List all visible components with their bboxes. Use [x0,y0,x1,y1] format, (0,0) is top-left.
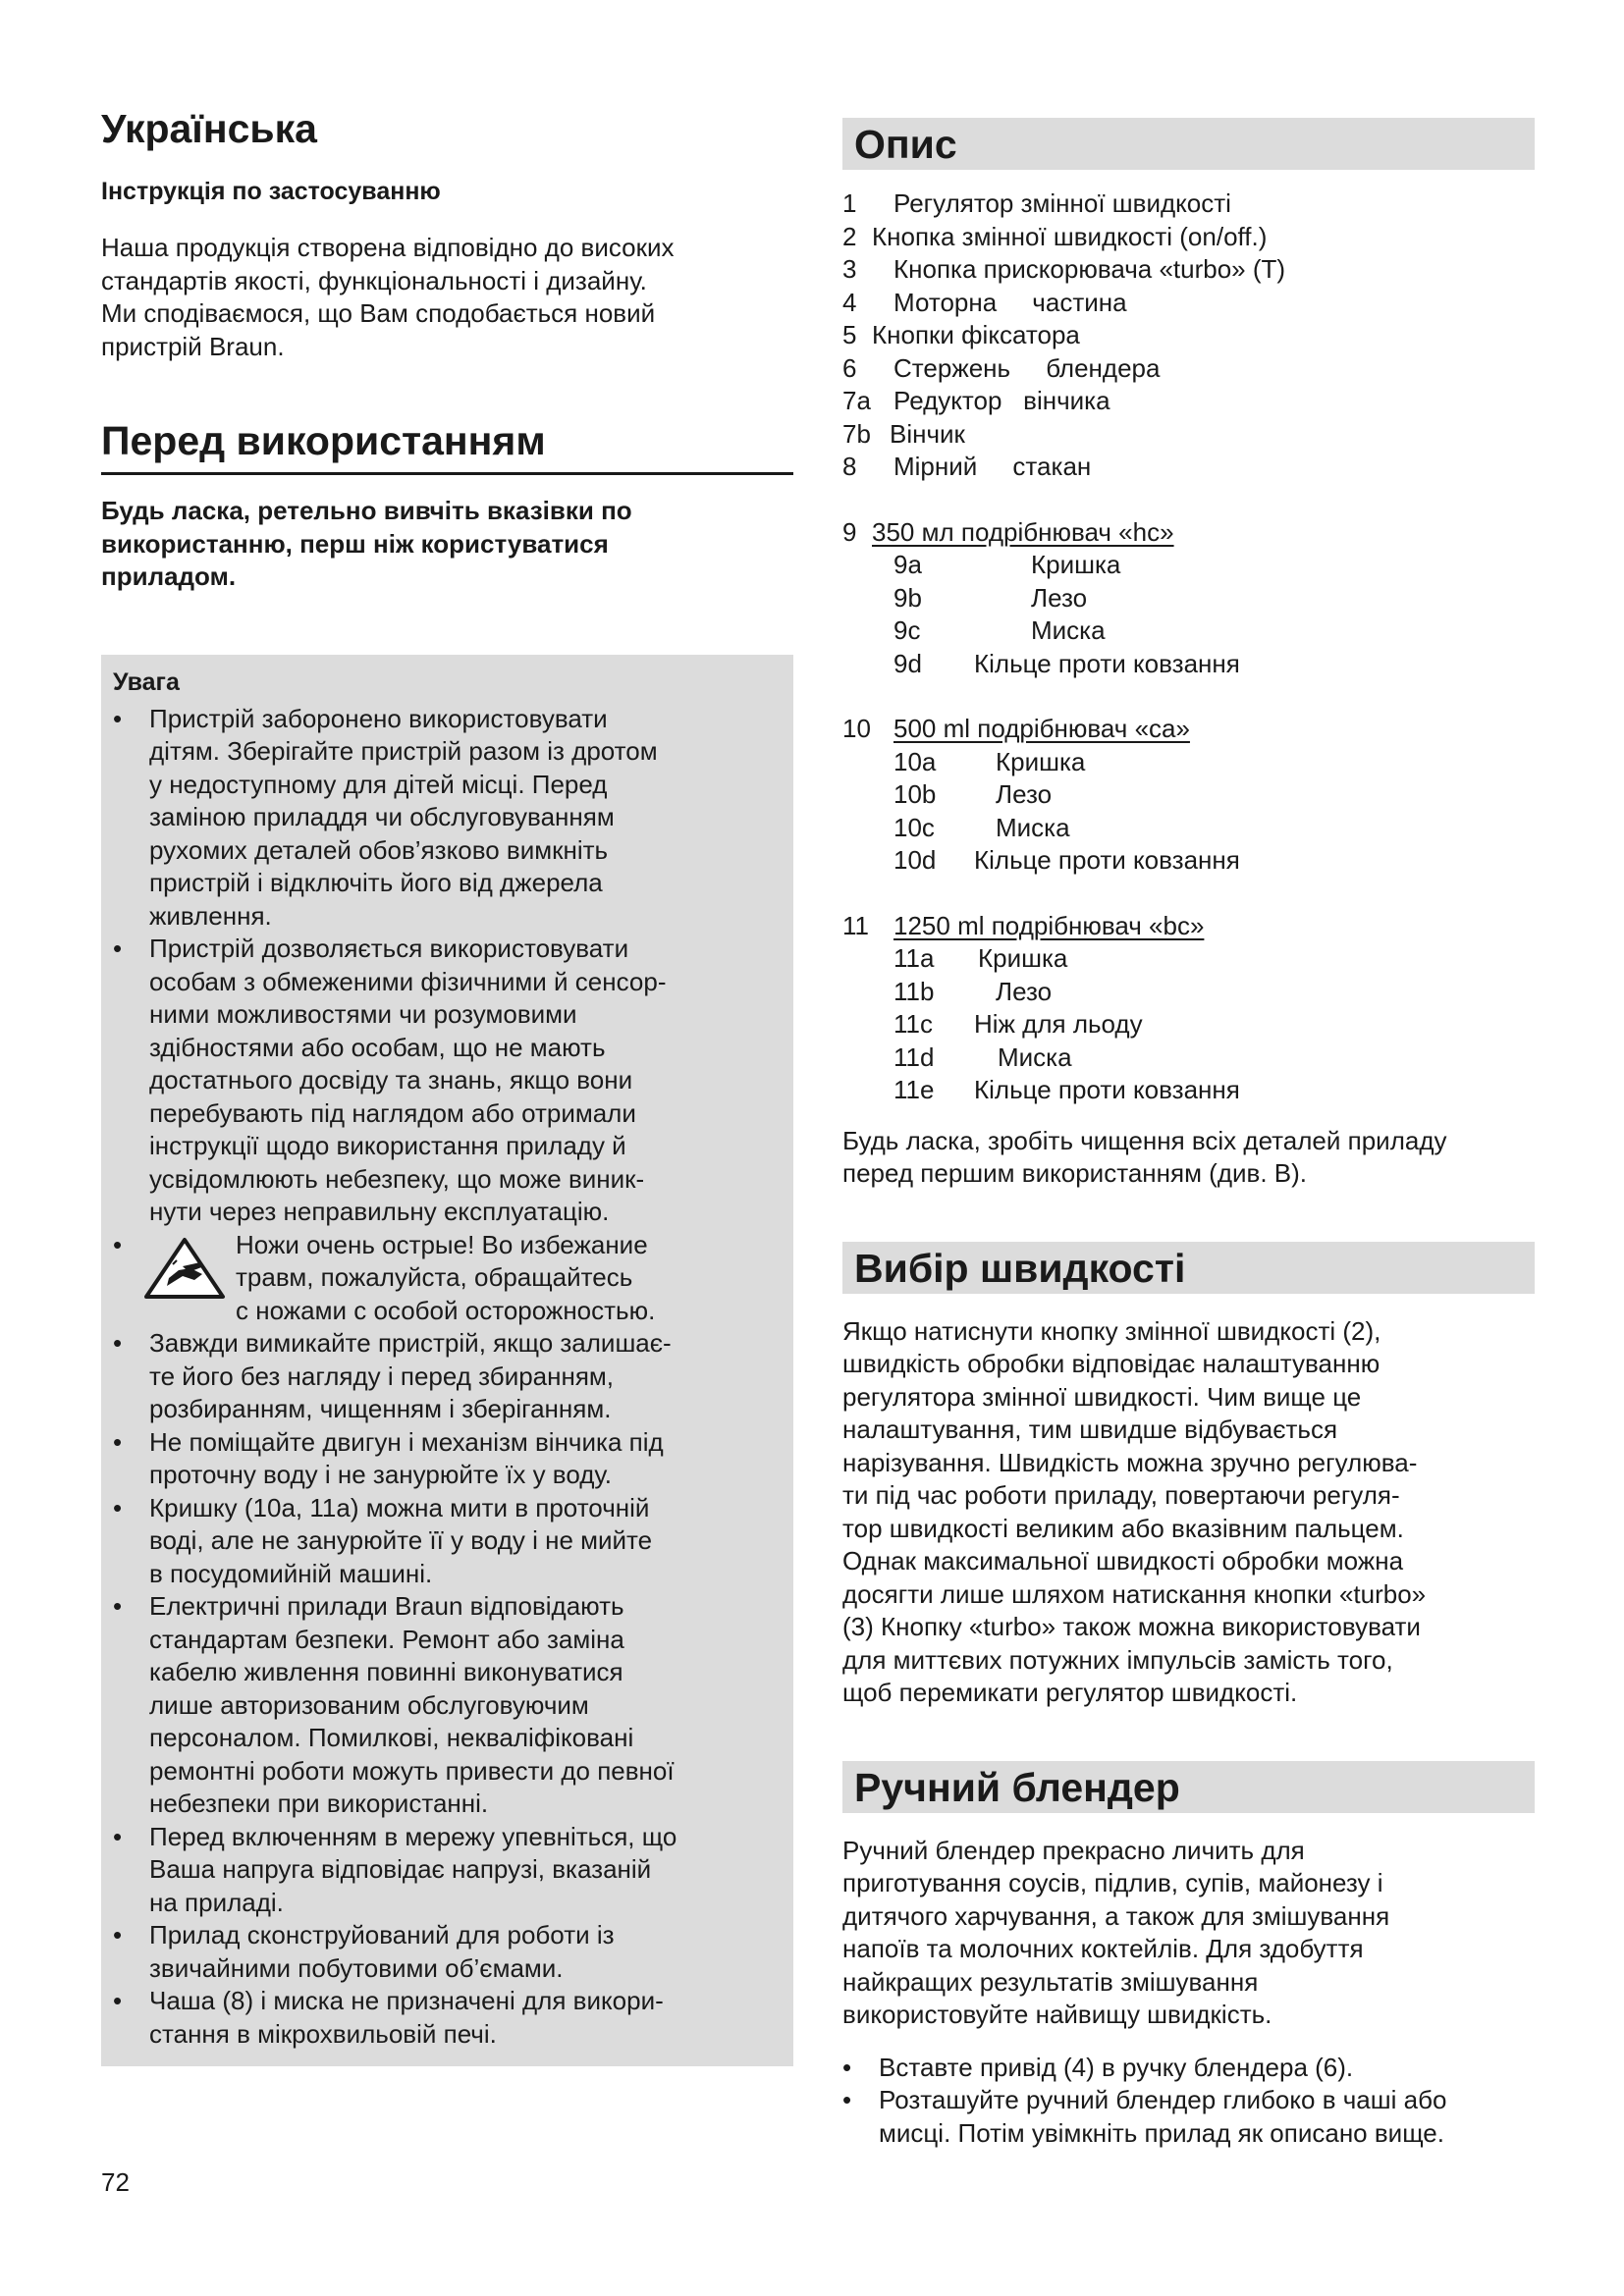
intro-paragraph [101,232,793,363]
part-item [842,287,1535,320]
warning-line: Кришку (10a, 11a) можна мити в проточній [149,1492,650,1522]
warning-line: проточну воду і не занурюйте їх у воду. [149,1460,613,1490]
warning-line: Чаша (8) і миска не призначені для викори- [149,1986,664,2016]
warning-line: здібностями або особам, що не мають [149,1032,606,1062]
part-item [842,451,1535,484]
description-heading: Опис [842,118,1535,170]
subpart-item [842,1008,1535,1041]
bullet: • [842,2052,852,2082]
knife-warning-item [113,1229,780,1328]
bullet: • [113,1920,123,1950]
speed-line: Однак максимальної швидкості обробки можна [842,1546,1404,1576]
knife-warning-line: с ножами с особой осторожностью. [236,1295,656,1325]
part-label: Вінчик [890,418,965,449]
knife-warning-line: Ножи очень острые! Во избежание [236,1229,648,1259]
chopper-group-heading [842,516,1535,550]
part-label: Кнопка змінної швидкості (on/off.) [872,221,1268,251]
subpart-label: Кільце проти ковзання [974,845,1240,876]
warning-line: у недоступному для дітей місці. Перед [149,769,608,799]
warning-line: живлення. [149,900,272,931]
warning-line: в посудомийній машині. [149,1558,433,1588]
blender-line: найкращих результатів змішування [842,1966,1259,1997]
bullet: • [842,2085,852,2115]
subpart-number: 10b [893,779,937,810]
before-use-heading: Перед використанням [101,418,793,475]
step-line: Розташуйте ручний блендер глибоко в чаші або [879,2085,1447,2115]
cleaning-note-line: Будь ласка, зробіть чищення всіх деталей приладу [842,1125,1447,1155]
part-label: Стержень блендера [893,352,1161,383]
warning-line: ними можливостями чи розумовими [149,999,577,1030]
subpart-label: Ніж для льоду [974,1009,1143,1040]
subpart-number: 9a [893,550,922,580]
bullet: • [113,703,123,733]
subpart-label: Кільце проти ковзання [974,648,1240,678]
subpart-item [842,976,1535,1009]
part-item [842,319,1535,352]
group-title: 1250 ml подрібнювач «bc» [893,910,1205,940]
part-number: 11 [842,910,869,940]
warning-line: Не поміщайте двигун і механізм вінчика під [149,1426,664,1457]
speed-line: ти під час роботи приладу, повертаючи регуля- [842,1480,1400,1511]
blender-line: використовуйте найвищу швидкість. [842,2000,1272,2030]
speed-selection-heading: Вибір швидкості [842,1242,1535,1294]
right-column [842,118,1535,2150]
warning-line: усвідомлюють небезпеку, що може виник- [149,1163,645,1194]
instructions-subtitle: Інструкція по застосуванню [101,178,441,206]
part-number: 1 [842,188,857,219]
group-title: 500 ml подрібнювач «ca» [893,714,1190,744]
subpart-label: Кришка [978,943,1068,974]
warning-line: особам з обмеженими фізичними й сенсор- [149,966,667,996]
subpart-label: Миска [998,1041,1072,1072]
subpart-label: Миска [996,812,1070,842]
before-use-line: приладом. [101,561,237,592]
subpart-item [842,582,1535,615]
bullet: • [113,1986,123,2016]
speed-line: налаштування, тим швидше відбувається [842,1415,1338,1445]
part-item [842,352,1535,386]
chopper-group-heading [842,713,1535,746]
warning-line: розбиранням, чищенням і зберіганням. [149,1394,612,1424]
part-item [842,253,1535,287]
before-use-text [101,495,793,594]
part-label: Мірний стакан [893,452,1092,482]
subpart-label: Лезо [996,779,1053,810]
subpart-number: 10d [893,845,937,876]
part-number: 8 [842,452,857,482]
bullet: • [113,1492,123,1522]
page-number: 72 [101,2167,130,2197]
blender-line: напоїв та молочних коктейлів. Для здобуття [842,1934,1364,1964]
warning-line: Пристрій дозволяється використовувати [149,934,629,964]
warning-line: Перед включенням в мережу упевніться, що [149,1821,677,1851]
part-number: 7a [842,386,871,416]
hand-blender-heading: Ручний блендер [842,1761,1535,1813]
warning-line: стандартам безпеки. Ремонт або заміна [149,1624,624,1654]
warning-line: те його без нагляду і перед збиранням, [149,1361,615,1391]
part-number: 4 [842,287,857,317]
warning-line: стання в мікрохвильовій печі. [149,2018,497,2049]
warning-item [113,703,780,934]
part-number: 7b [842,418,871,449]
intro-line: пристрій Braun. [101,331,285,361]
step-item [842,2052,1535,2085]
subpart-item [842,778,1535,812]
step-item [842,2084,1535,2150]
subpart-number: 11e [893,1075,935,1105]
subpart-number: 10a [893,746,937,776]
warning-line: Електричні прилади Braun відповідають [149,1591,624,1622]
bullet: • [113,1821,123,1851]
warning-line: кабелю живлення повинні виконуватися [149,1657,623,1687]
speed-line: регулятора змінної швидкості. Чим вище це [842,1381,1362,1412]
subpart-item [842,844,1535,878]
warning-line: на приладі. [149,1887,284,1917]
warning-item [113,1919,780,1985]
part-number: 6 [842,352,857,383]
subpart-number: 11a [893,943,935,974]
subpart-label: Кільце проти ковзання [974,1075,1240,1105]
part-label: Редуктор вінчика [893,386,1110,416]
warning-line: перебувають під наглядом або отримали [149,1097,636,1128]
subpart-item [842,746,1535,779]
subpart-label: Кришка [1031,550,1121,580]
warning-line: рухомих деталей обов’язково вимкніть [149,834,609,865]
part-label: Моторна частина [893,287,1127,317]
warning-line: інструкції щодо використання приладу й [149,1131,626,1161]
part-number: 2 [842,221,857,251]
subpart-item [842,1041,1535,1075]
bullet: • [113,1328,123,1359]
left-column [101,106,793,2066]
blender-line: Ручний блендер прекрасно личить для [842,1835,1305,1865]
warning-line: нути через неправильну експлуатацію. [149,1197,610,1227]
warning-item [113,1821,780,1920]
subpart-item [842,942,1535,976]
warning-box [101,655,793,2067]
knife-warning-line: травм, пожалуйста, обращайтесь [236,1262,633,1293]
subpart-label: Кришка [996,746,1086,776]
hand-blender-steps [842,2052,1535,2151]
speed-line: швидкість обробки відповідає налаштуванню [842,1349,1380,1379]
group-title: 350 мл подрібнювач «hc» [872,516,1174,547]
bullet: • [113,934,123,964]
warning-line: достатнього досвіду та знань, якщо вони [149,1065,633,1095]
warning-line: лише авторизованим обслуговуючим [149,1689,589,1720]
warning-line: Прилад сконструйований для роботи із [149,1920,615,1950]
speed-line: нарізування. Швидкість можна зручно регулюва- [842,1447,1418,1477]
language-title: Українська [101,106,317,151]
warning-line: Завжди вимикайте пристрій, якщо залишає- [149,1328,672,1359]
part-item [842,418,1535,452]
warning-line: ремонтні роботи можуть привести до певної [149,1755,675,1786]
warning-line: Пристрій заборонено використовувати [149,703,608,733]
blender-line: дитячого харчування, а також для змішування [842,1900,1390,1931]
part-label: Регулятор змінної швидкості [893,188,1231,219]
warning-item [113,1327,780,1426]
intro-line: Ми сподіваємося, що Вам сподобається новий [101,298,656,329]
cleaning-note [842,1125,1535,1191]
intro-line: Наша продукція створена відповідно до високих [101,233,675,263]
subpart-number: 9b [893,582,922,613]
speed-line: щоб перемикати регулятор швидкості. [842,1678,1298,1708]
subpart-item [842,614,1535,648]
sharp-blade-warning-icon [143,1237,226,1300]
subpart-item [842,648,1535,681]
part-label: Кнопки фіксатора [872,320,1080,350]
subpart-number: 9c [893,615,921,646]
parts-list [842,187,1535,1107]
subpart-item [842,812,1535,845]
speed-line: Якщо натиснути кнопку змінної швидкості (2), [842,1315,1381,1346]
warning-item [113,1426,780,1492]
speed-line: (3) Кнопку «turbo» також можна використовувати [842,1612,1421,1642]
speed-paragraph [842,1315,1535,1710]
subpart-number: 10c [893,812,935,842]
before-use-line: Будь ласка, ретельно вивчіть вказівки по [101,496,632,526]
speed-line: досягти лише шляхом натискання кнопки «turbo» [842,1578,1427,1609]
warning-line: персоналом. Помилкові, некваліфіковані [149,1723,634,1753]
subpart-number: 11b [893,976,935,1006]
part-item [842,221,1535,254]
warning-list [113,703,780,2052]
warning-line: небезпеки при використанні. [149,1789,489,1819]
before-use-line: використанню, перш ніж користуватися [101,528,609,559]
warning-line: дітям. Зберігайте пристрій разом із дротом [149,736,658,767]
warning-line: звичайними побутовими об’ємами. [149,1952,564,1983]
bullet: • [113,1229,123,1259]
bullet: • [113,1591,123,1622]
part-number: 3 [842,254,857,285]
part-number: 5 [842,320,857,350]
warning-item [113,1985,780,2051]
part-number: 9 [842,516,857,547]
subpart-number: 11c [893,1009,933,1040]
intro-line: стандартів якості, функціональності і дизайну. [101,265,647,295]
subpart-label: Лезо [1031,582,1088,613]
warning-line: воді, але не занурюйте її у воду і не мийте [149,1525,653,1556]
warning-line: заміною приладдя чи обслуговуванням [149,802,615,832]
warning-item [113,933,780,1229]
cleaning-note-line: перед першим використанням (див. B). [842,1158,1308,1189]
step-line: Вставте привід (4) в ручку блендера (6). [879,2052,1354,2082]
part-item [842,187,1535,221]
bullet: • [113,1426,123,1457]
subpart-item [842,1074,1535,1107]
warning-item [113,1590,780,1821]
subpart-item [842,549,1535,582]
hand-blender-paragraph [842,1835,1535,2032]
chopper-group-heading [842,910,1535,943]
speed-line: для миттєвих потужних імпульсів замість того, [842,1644,1393,1675]
step-line: мисці. Потім увімкніть прилад як описано вище. [879,2117,1444,2148]
part-item [842,385,1535,418]
subpart-label: Лезо [996,976,1053,1006]
subpart-label: Миска [1031,615,1106,646]
blender-line: приготування соусів, підлив, супів, майонезу і [842,1868,1383,1898]
part-label: Кнопка прискорювача «turbo» (T) [893,254,1286,285]
warning-title: Увага [113,667,180,696]
subpart-number: 9d [893,648,922,678]
warning-line: Ваша напруга відповідає напрузі, вказаній [149,1854,652,1885]
speed-line: тор швидкості великим або вказівним пальцем. [842,1513,1404,1543]
warning-line: пристрій і відключіть його від джерела [149,868,603,898]
warning-item [113,1492,780,1591]
subpart-number: 11d [893,1041,935,1072]
part-number: 10 [842,714,871,744]
